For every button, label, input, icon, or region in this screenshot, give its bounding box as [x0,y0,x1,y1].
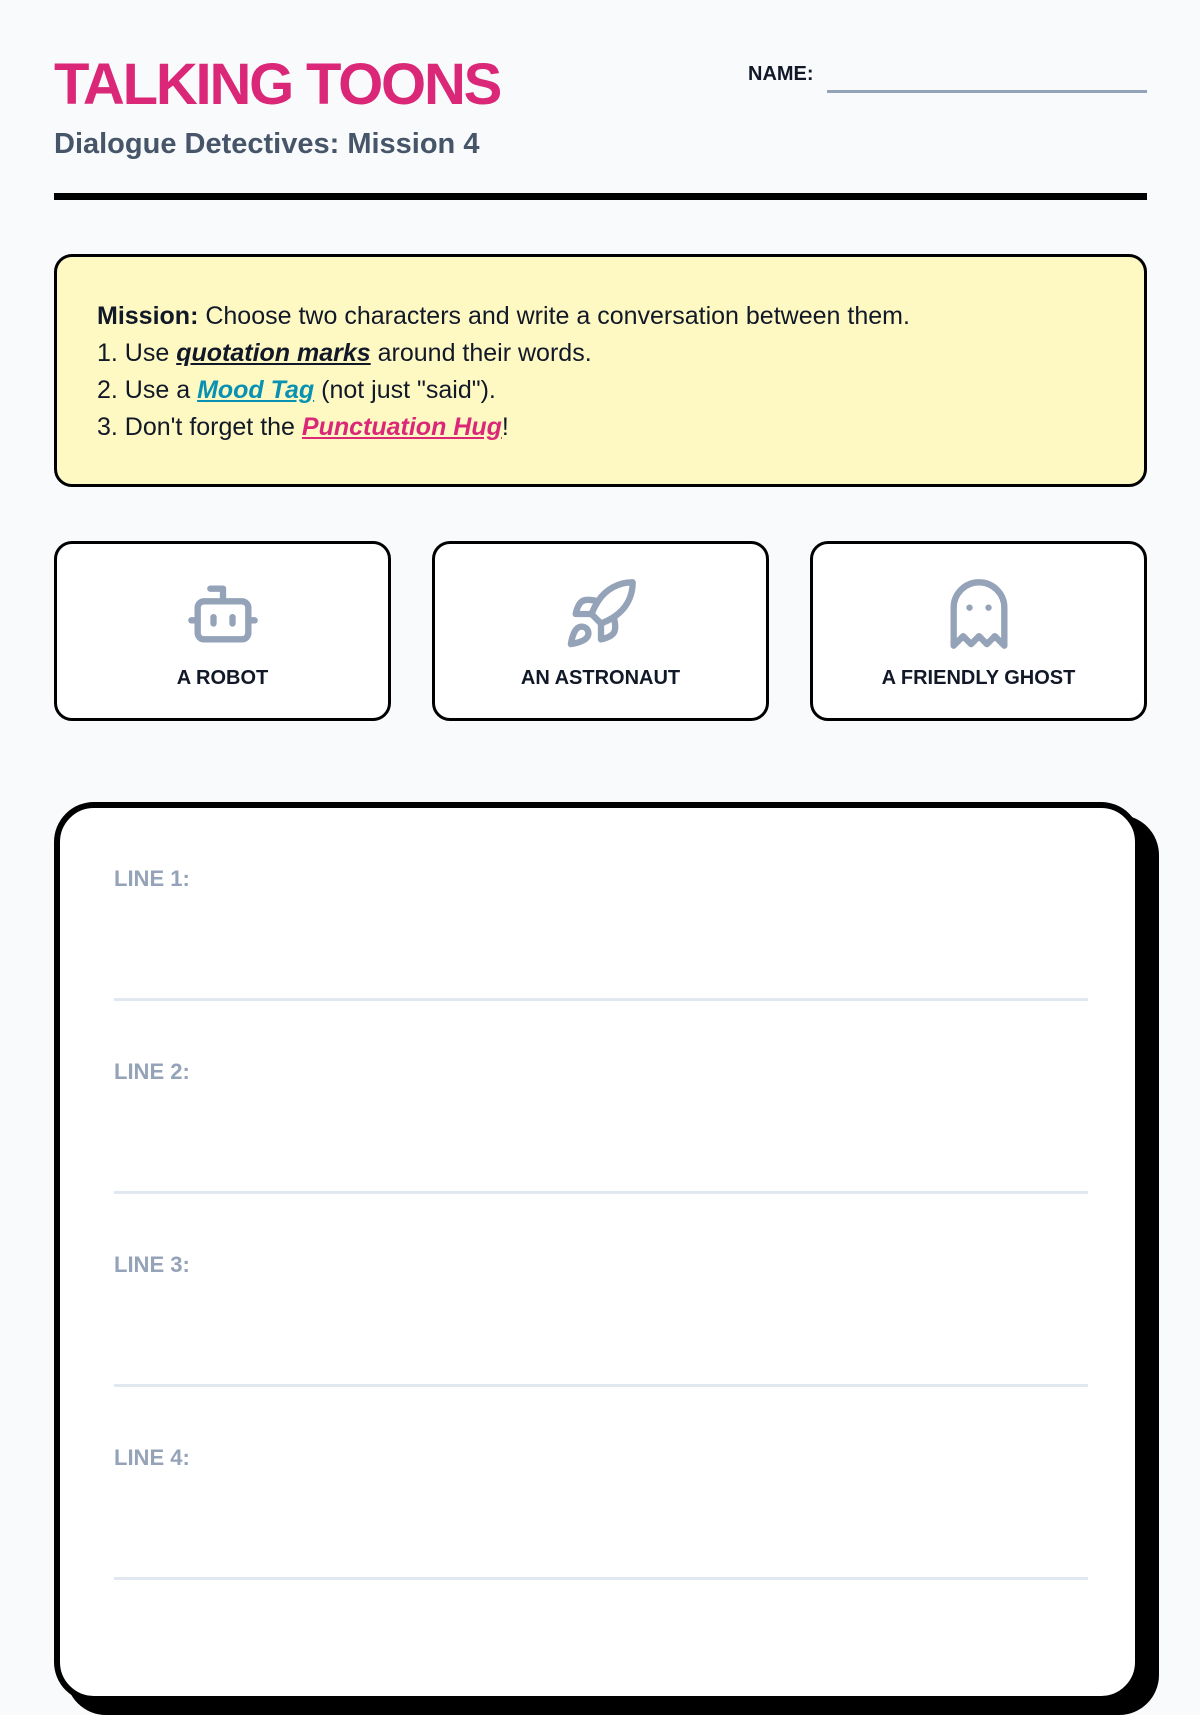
step-text: around their words. [370,339,592,367]
rocket-icon [563,576,639,652]
dialogue-box [54,802,1141,1702]
line-1-write-area[interactable] [114,998,1088,1001]
keyword-punctuation-hug: Punctuation Hug [301,413,502,441]
character-label: AN ASTRONAUT [520,667,681,689]
line-3-label: LINE 3: [114,1252,190,1277]
step-text: 2. Use a [97,376,198,404]
robot-icon [185,576,261,652]
line-1-label: LINE 1: [114,866,190,891]
character-label: A ROBOT [176,667,269,689]
mission-step-1 [97,335,1104,372]
name-label: NAME: [748,63,814,85]
mission-lead: Mission: [97,302,199,330]
keyword-mood-tag: Mood Tag [197,376,315,404]
line-2-write-area[interactable] [114,1191,1088,1194]
character-cards [54,541,1147,721]
name-field[interactable] [827,90,1147,93]
line-4-write-area[interactable] [114,1577,1088,1580]
worksheet-page [54,0,1147,1600]
line-3-write-area[interactable] [114,1384,1088,1387]
page-subtitle: Dialogue Detectives: Mission 4 [54,128,480,160]
step-text: 1. Use [97,339,177,367]
keyword-quotation-marks: quotation marks [176,339,371,367]
step-text: 3. Don't forget the [97,413,302,441]
line-2-label: LINE 2: [114,1059,190,1084]
mission-box [54,254,1147,487]
mission-step-3 [97,409,1104,446]
character-card-astronaut[interactable] [432,541,769,721]
header-divider [54,193,1147,200]
mission-intro [97,298,1104,335]
line-4-label: LINE 4: [114,1445,190,1470]
character-label: A FRIENDLY GHOST [881,667,1076,689]
step-text: ! [501,413,509,441]
step-text: (not just "said"). [314,376,496,404]
ghost-icon [941,576,1017,652]
mission-intro-text: Choose two characters and write a conversation between them. [198,302,910,330]
page-title: TALKING TOONS [54,52,501,117]
character-card-robot[interactable] [54,541,391,721]
character-card-ghost[interactable] [810,541,1147,721]
mission-step-2 [97,372,1104,409]
